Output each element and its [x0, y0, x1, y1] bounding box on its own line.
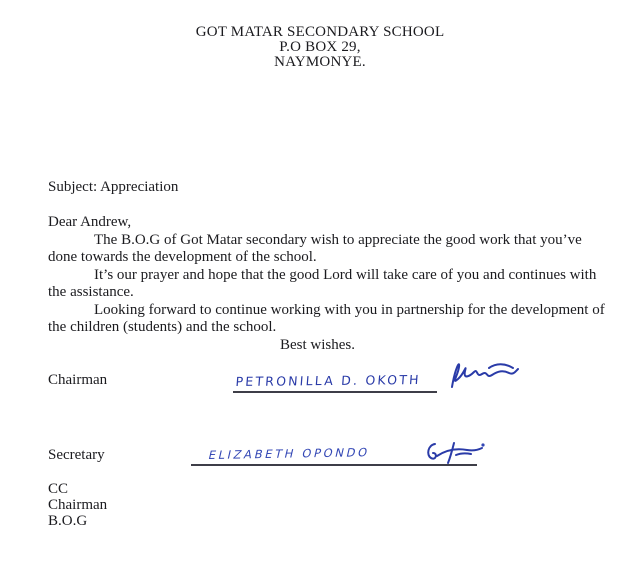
secretary-role-label: Secretary — [48, 447, 105, 463]
chairman-role-label: Chairman — [48, 372, 108, 388]
secretary-signature-flourish-icon — [423, 440, 487, 466]
paragraph-partnership: Looking forward to continue working with you in partnership for the development of the children (students) and the school. — [48, 301, 605, 335]
letterhead — [0, 25, 640, 70]
chairman-signature-name: PETRONILLA D. OKOTH — [235, 372, 422, 389]
chairman-signature-line — [233, 362, 437, 393]
cc-label: CC — [48, 481, 69, 497]
secretary-signature-name: ELIZABETH OPONDO — [207, 445, 372, 462]
cc-line-chairman: Chairman — [48, 497, 108, 513]
chairman-signature-flourish-icon — [445, 355, 521, 393]
paragraph-appreciation: The B.O.G of Got Matar secondary wish to appreciate the good work that you’ve done towards the development of the school. — [48, 231, 582, 265]
closing-line: Best wishes. — [280, 336, 355, 353]
cc-line-bog: B.O.G — [48, 513, 88, 529]
town-line: NAYMONYE. — [274, 54, 366, 70]
paragraph-prayer: It’s our prayer and hope that the good Lord will take care of you and continues with the assistance. — [48, 266, 597, 300]
letter-body — [48, 179, 612, 354]
subject-line: Subject: Appreciation — [48, 179, 179, 195]
po-box-line: P.O BOX 29, — [279, 39, 361, 55]
cc-block — [48, 481, 107, 529]
salutation: Dear Andrew, — [48, 214, 132, 230]
school-name: GOT MATAR SECONDARY SCHOOL — [195, 24, 445, 40]
